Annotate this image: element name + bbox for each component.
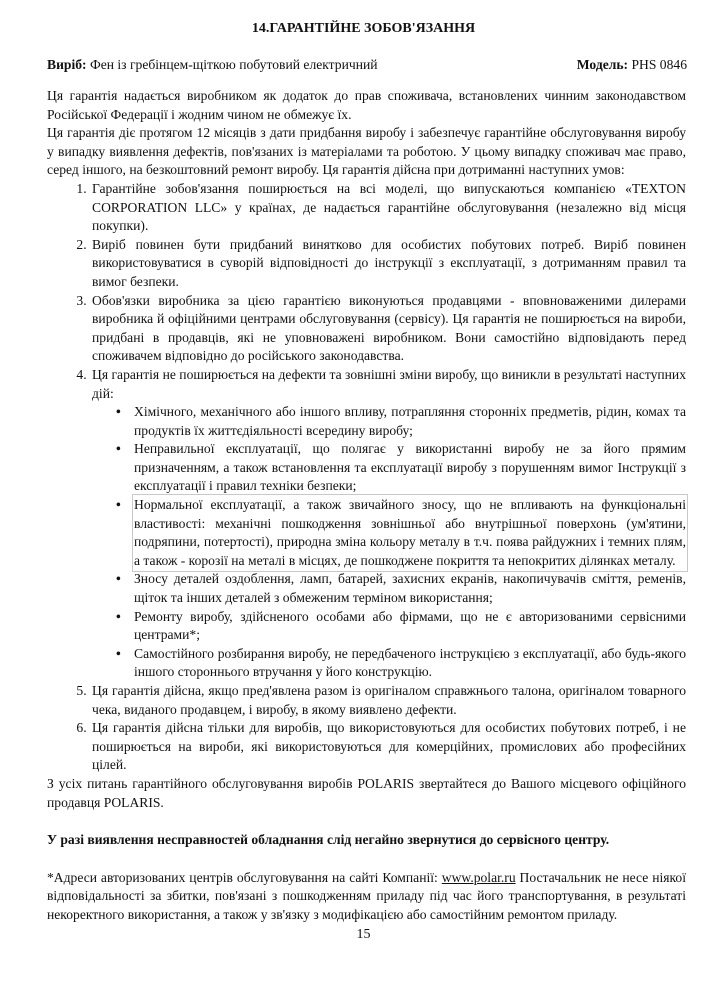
section-title: 14.ГАРАНТІЙНЕ ЗОБОВ'ЯЗАННЯ [251, 21, 476, 36]
condition-item: 6. Ця гарантія дійсна тільки для виробів, що використовуються для особистих побутових потреб, і не поширюється на вироби, які використовуються для комерційних, промислових або професійних цілей. [90, 719, 686, 775]
condition-item: 1. Гарантійне зобов'язання поширюється на всі моделі, що випускаються компанією «TEXTON CORPORATION LLC» у країнах, де надається гарантійне обслуговування (незалежно від місця покупки). [90, 180, 686, 236]
model-info [577, 56, 687, 75]
footnote-text: Постачальник не несе ніякої відповідальності за збитки, пов'язані з пошкодженням приладу під час його транспортування, в результаті некоректного використання, а також у зв'язку з модифікацією або самостійним ремонтом приладу. [47, 869, 686, 922]
intro-paragraph: Ця гарантія надається виробником як додаток до прав споживача, встановлених чинним законодавством Російської Федерації і жодним чином не обмежує їх. [47, 88, 686, 122]
closing-paragraph: З усіх питань гарантійного обслуговування виробів POLARIS звертайтеся до Вашого місцевого офіційного продавця POLARIS. [47, 775, 686, 810]
condition-item: 5. Ця гарантія дійсна, якщо пред'явлена разом із оригіналом справжнього талона, оригіналом товарного чека, виданого продавцем, і виробу, в якому виявлено дефекти. [90, 682, 686, 719]
exclusion-item: • Самостійного розбирання виробу, не передбаченого інструкцією з експлуатації, або будь-якого іншого стороннього втручання у його конструкцію. [134, 645, 686, 682]
product-value: Фен із гребінцем-щіткою побутовий електричний [86, 57, 378, 72]
exclusions-list [92, 403, 686, 682]
service-warning: У разі виявлення несправностей обладнання слід негайно звернутися до сервісного центру. [47, 832, 610, 848]
page-number: 15 [356, 927, 371, 942]
condition-item [90, 366, 686, 682]
exclusion-item: • Неправильної експлуатації, що полягає у використанні виробу не за його прямим призначенням, а також встановлення та експлуатації виробу з порушенням вимог Інструкції з експлуатації і правил техніки безпеки; [134, 440, 686, 496]
exclusion-item: • Нормальної експлуатації, а також звичайного зносу, що не впливають на функціональні властивості: механічні пошкодження зовнішньої або внутрішньої поверхонь (ум'ятини, подряпини, потертості), природна зміна кольору металу в т.ч. поява райдужних і темних плям, а також - корозії на металі в місцях, де пошкоджене покриття та непокритих ділянках металу. [134, 496, 686, 570]
model-label: Модель: [576, 57, 629, 72]
product-label: Виріб: [47, 57, 87, 72]
condition-item: 3. Обов'язки виробника за цією гарантією виконуються продавцями - вповноваженими дилерами виробника й офіційними центрами обслуговування (сервісу). Ця гарантія не поширюється на вироби, придбані в продавців, які не уповноважені виробником. Вони самостійно відповідають перед споживачем відповідно до російського законодавства. [90, 292, 686, 366]
warranty-body [47, 87, 686, 925]
model-value: PHS 0846 [628, 57, 687, 72]
condition-text: Ця гарантія не поширюється на дефекти та зовнішні зміни виробу, що виникли в результаті наступних дій: [92, 366, 686, 401]
exclusion-item: • Хімічного, механічного або іншого впливу, потрапляння сторонніх предметів, рідин, комах та продуктів їх життєдіяльності всередину виробу; [134, 403, 686, 440]
exclusion-item: • Ремонту виробу, здійсненого особами або фірмами, що не є авторизованими сервісними центрами*; [134, 608, 686, 645]
condition-item: 2. Виріб повинен бути придбаний винятково для особистих побутових потреб. Виріб повинен використовуватися в суворій відповідності до інструкції з експлуатації, з дотриманням правил та вимог безпеки. [90, 236, 686, 292]
exclusion-item: • Зносу деталей оздоблення, ламп, батарей, захисних екранів, накопичувачів сміття, ременів, щіток та інших деталей з обмеженим терміном використання; [134, 570, 686, 607]
website-link[interactable]: www.polar.ru [441, 869, 516, 885]
intro-paragraph: Ця гарантія діє протягом 12 місяців з дати придбання виробу і забезпечує гарантійне обслуговування виробу у випадку виявлення дефектів, пов'язаних із матеріалами та роботою. У цьому випадку споживач має право, серед іншого, на безкоштовний ремонт виробу. Ця гарантія дійсна при дотриманні наступних умов: [47, 125, 686, 178]
footnote [47, 869, 686, 925]
product-line [47, 56, 687, 75]
footnote-text: *Адреси авторизованих центрів обслуговування на сайті Компанії: [47, 869, 442, 885]
conditions-list [47, 180, 686, 775]
